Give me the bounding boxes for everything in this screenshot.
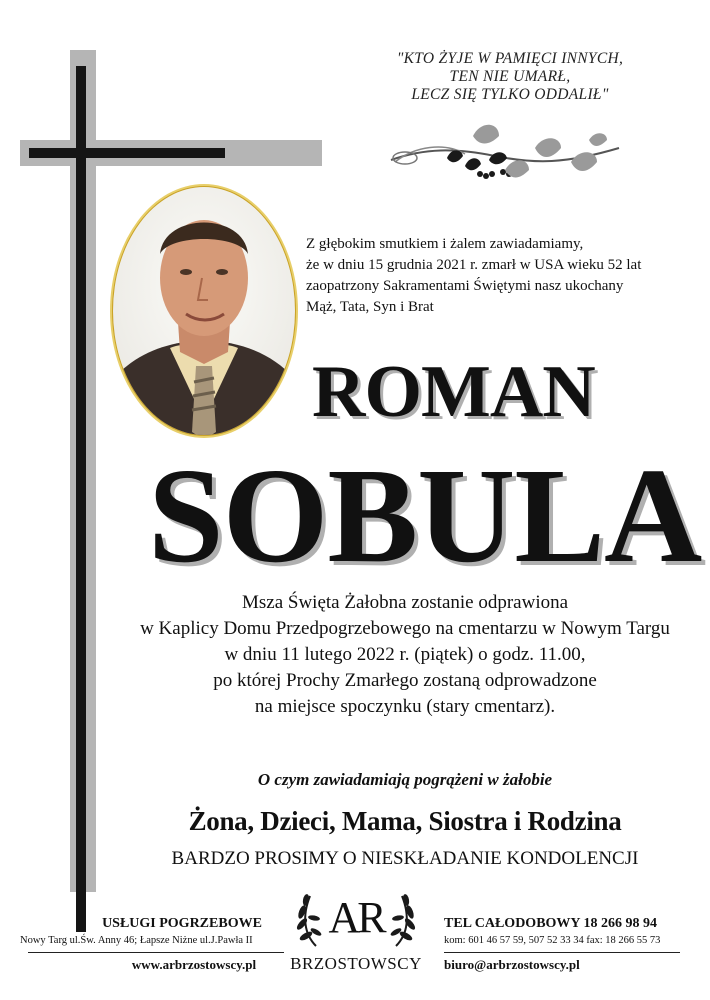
phone-numbers: kom: 601 46 57 59, 507 52 33 34 fax: 18 266 55 73: [444, 935, 661, 946]
mourners-intro: O czym zawiadamiają pogrążeni w żałobie: [257, 770, 553, 789]
phone-title: TEL CAŁODOBOWY 18 266 98 94: [444, 916, 658, 931]
quote-line: "KTO ŻYJE W PAMIĘCI INNYCH,: [396, 50, 624, 67]
funeral-services-title: USŁUGI POGRZEBOWE: [102, 916, 262, 931]
cross-icon: [76, 66, 86, 932]
announcement-line: Mąż, Tata, Syn i Brat: [306, 299, 434, 315]
announcement-line: że w dniu 15 grudnia 2021 r. zmarł w USA wieku 52 lat: [306, 257, 642, 273]
deceased-last-name: SOBULA: [148, 441, 702, 591]
mass-line: w dniu 11 lutego 2022 r. (piątek) o godz. 11.00,: [224, 644, 586, 665]
deceased-first-name: ROMAN: [312, 351, 595, 433]
condolence-request: BARDZO PROSIMY O NIESKŁADANIE KONDOLENCJI: [171, 848, 639, 869]
mass-line: w Kaplicy Domu Przedpogrzebowego na cmentarzu w Nowym Targu: [140, 618, 670, 639]
deceased-photo: [108, 182, 300, 440]
announcement-line: Z głębokim smutkiem i żalem zawiadamiamy,: [306, 236, 584, 252]
leaf-branch-icon: [385, 118, 625, 190]
logo-name: BRZOSTOWSCY: [290, 954, 422, 973]
announcement-line: zaopatrzony Sakramentami Świętymi nasz ukochany: [306, 278, 624, 294]
email-link[interactable]: biuro@arbrzostowscy.pl: [444, 957, 580, 972]
website-link[interactable]: www.arbrzostowscy.pl: [131, 957, 257, 972]
footer-divider-left: [28, 952, 284, 953]
mass-line: na miejsce spoczynku (stary cmentarz).: [254, 696, 556, 717]
quote-line: TEN NIE UMARŁ,: [449, 68, 571, 85]
mass-line: Msza Święta Żałobna zostanie odprawiona: [241, 592, 569, 613]
footer-divider-right: [444, 952, 680, 953]
funeral-mass-info: [100, 590, 710, 720]
funeral-services-address: Nowy Targ ul.Św. Anny 46; Łapsze Niżne ul.J.Pawła II: [20, 935, 253, 946]
mass-line: po której Prochy Zmarłego zostaną odprowadzone: [213, 670, 597, 691]
quote-line: LECZ SIĘ TYLKO ODDALIŁ": [411, 86, 609, 103]
family-members: Żona, Dzieci, Mama, Siostra i Rodzina: [188, 806, 622, 836]
logo-monogram: AR: [328, 893, 384, 942]
memorial-quote: [340, 50, 680, 104]
death-announcement: [306, 234, 696, 318]
cross-horizontal-bar: [29, 148, 225, 158]
